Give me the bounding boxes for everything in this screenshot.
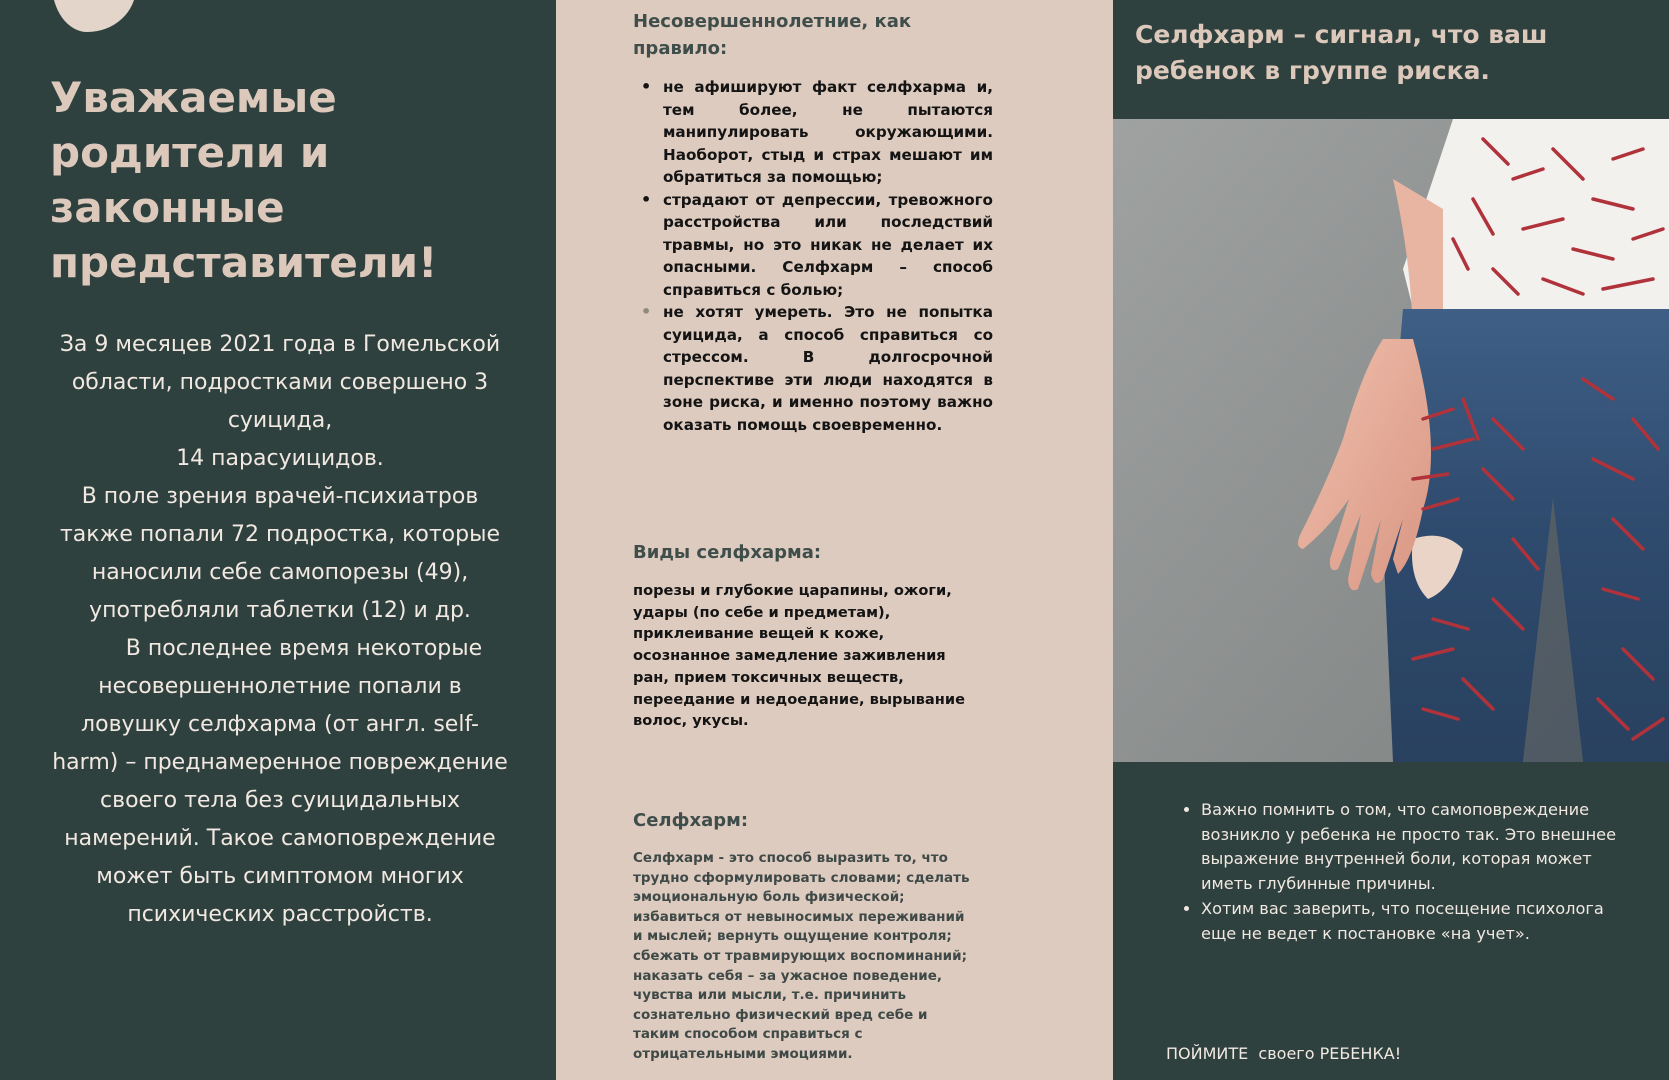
main-heading-line: представители!	[50, 238, 438, 287]
selfharm-heading: Селфхарм:	[633, 810, 749, 831]
important-note-item: • Важно помнить о том, что самоповреждение возникло у ребенка не просто так. Это внешнее выражение внутренней боли, которая может иметь глубинные причины.	[1201, 798, 1621, 897]
closing-call: ПОЙМИТЕ своего РЕБЕНКА!	[1166, 1044, 1402, 1063]
types-heading: Виды селфхарма:	[633, 542, 822, 563]
right-panel	[1113, 0, 1669, 1080]
important-note-item: • Хотим вас заверить, что посещение психолога еще не ведет к постановке «на учет».	[1201, 897, 1621, 946]
stats-parasuicides: 14 парасуицидов.	[176, 446, 384, 471]
selfharm-text: Селфхарм - это способ выразить то, что трудно сформулировать словами; сделать эмоциональную боль физической; избавиться от невыносимых переживаний и мыслей; вернуть ощущение контроля; сбежать от травмирующих воспоминаний; наказать себя – за ужасное поведение, чувства или мысли, т.е. причинить сознательно физический вред себе и таким способом справиться с отрицательными эмоциями.	[633, 850, 970, 1062]
selfharm-photo	[1113, 119, 1669, 762]
minors-list-item: • страдают от депрессии, тревожного расстройства или последствий травмы, но это никак не делает их опасными. Селфхарм – способ справиться с болью;	[663, 189, 993, 302]
statistics-text	[50, 326, 510, 934]
stats-selfharm-intro: В последнее время некоторые несовершеннолетние попали в ловушку селфхарма (от англ. self-harm) – преднамеренное повреждение своего тела без суицидальных намерений. Такое самоповреждение может быть симптомом многих психических расстройств.	[52, 636, 508, 927]
stats-psychiatrists: В поле зрения врачей-психиатров также попали 72 подростка, которые наносили себе самопорезы (49), употребляли таблетки (12) и др.	[59, 484, 501, 623]
types-text: порезы и глубокие царапины, ожоги, удары (по себе и предметам), приклеивание вещей к коже, осознанное замедление заживления ран, прием токсичных веществ, переедание и недоедание, вырывание волос, укусы.	[633, 582, 965, 730]
main-heading-line: законные	[50, 183, 285, 232]
important-notes-list	[1173, 798, 1621, 946]
minors-list-item: • не афишируют факт селфхарма и, тем более, не пытаются манипулировать окружающими. Наоборот, стыд и страх мешают им обратиться за помощью;	[663, 76, 993, 189]
main-heading	[50, 70, 490, 290]
risk-heading: Селфхарм – сигнал, что ваш ребенок в группе риска.	[1135, 20, 1548, 85]
main-heading-line: родители и	[50, 128, 330, 177]
main-heading-line: Уважаемые	[50, 73, 337, 122]
left-panel	[0, 0, 556, 1080]
minors-heading: Несовершеннолетние, как правило:	[633, 11, 912, 59]
decorative-blob	[52, 0, 136, 32]
minors-list-item: • не хотят умереть. Это не попытка суицида, а способ справиться со стрессом. В долгосрочной перспективе эти люди находятся в зоне риска, и именно поэтому важно оказать помощь своевременно.	[663, 301, 993, 436]
stats-suicides: За 9 месяцев 2021 года в Гомельской области, подростками совершено 3 суицида,	[59, 332, 501, 433]
middle-panel	[556, 0, 1113, 1080]
minors-list	[633, 76, 993, 436]
